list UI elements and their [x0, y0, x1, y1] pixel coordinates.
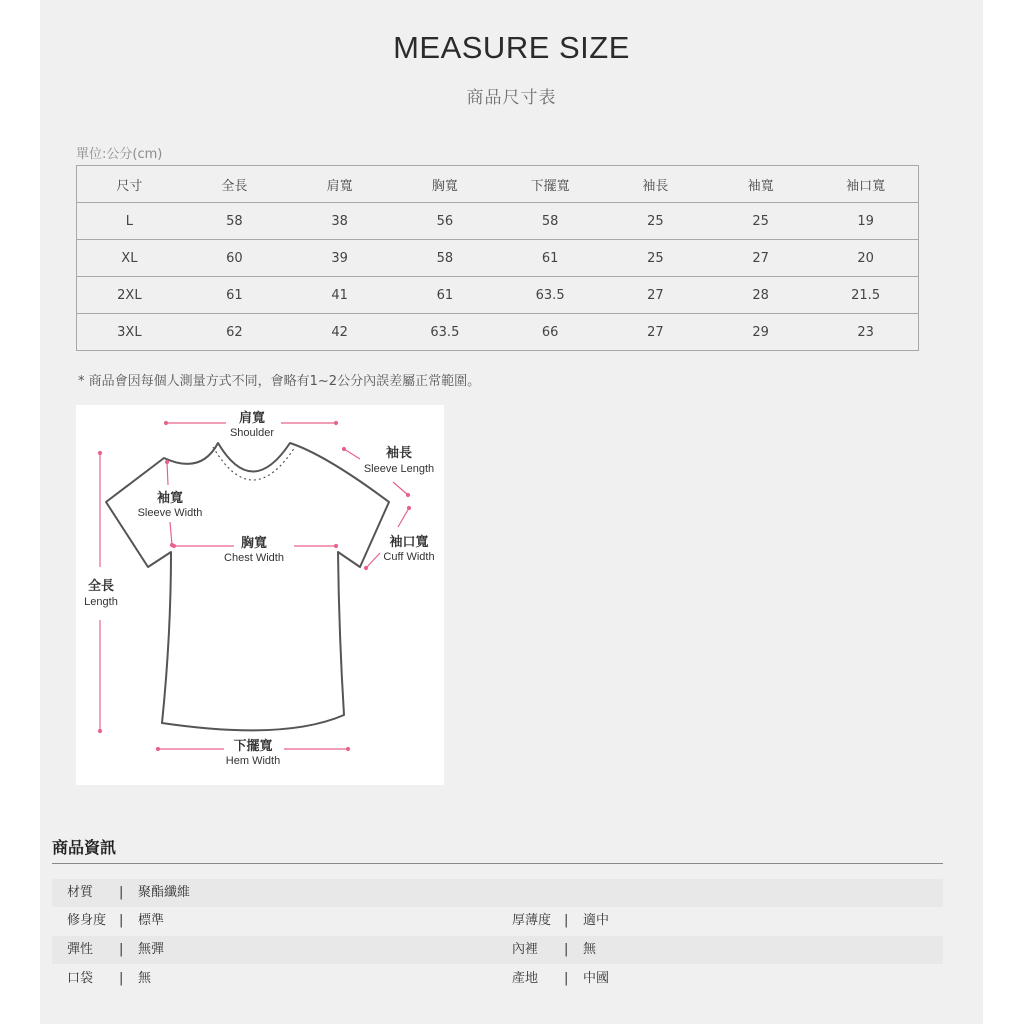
table-cell: 19 — [813, 203, 918, 240]
header-shoulder: 肩寬 — [287, 166, 392, 203]
sleeve-length-arrow-top — [344, 449, 360, 459]
info-label: 材質 — [67, 885, 94, 900]
table-row — [77, 203, 919, 240]
tshirt-outline — [106, 443, 389, 730]
table-cell: 27 — [603, 314, 708, 351]
info-label: 厚薄度 — [512, 913, 552, 928]
hem-label-cn: 下擺寬 — [233, 739, 273, 754]
shoulder-label-en: Shoulder — [229, 427, 275, 439]
info-separator: | — [119, 885, 124, 900]
product-info-title: 商品資訊 — [52, 838, 117, 857]
header-size: 尺寸 — [77, 166, 182, 203]
header-length: 全長 — [182, 166, 287, 203]
table-cell: 23 — [813, 314, 918, 351]
table-cell: 60 — [182, 240, 287, 277]
info-value: 無彈 — [138, 942, 165, 957]
measurement-note: * 商品會因每個人測量方式不同，會略有1~2公分內誤差屬正常範圍。 — [78, 374, 481, 389]
header-hem: 下擺寬 — [498, 166, 603, 203]
product-info-divider — [52, 863, 943, 864]
table-cell: 61 — [182, 277, 287, 314]
table-cell: 63.5 — [498, 277, 603, 314]
table-cell: 58 — [392, 240, 497, 277]
table-cell: 25 — [603, 240, 708, 277]
info-separator: | — [564, 942, 569, 957]
table-cell: 21.5 — [813, 277, 918, 314]
table-cell: 2XL — [77, 277, 182, 314]
sleeve-length-arrow-bottom — [393, 482, 408, 495]
info-label: 產地 — [512, 971, 539, 986]
length-label-en: Length — [84, 596, 118, 608]
info-row-material — [52, 879, 943, 907]
chest-label-en: Chest Width — [224, 552, 284, 564]
table-cell: 3XL — [77, 314, 182, 351]
cuff-arrow-top — [398, 508, 409, 527]
sleeve-width-label-cn: 袖寬 — [156, 491, 184, 506]
header-chest: 胸寬 — [392, 166, 497, 203]
table-cell: 25 — [603, 203, 708, 240]
size-table — [76, 165, 919, 351]
sleeve-width-arrow-top — [167, 462, 168, 485]
sleeve-length-label-cn: 袖長 — [385, 446, 413, 461]
cuff-label-en: Cuff Width — [383, 551, 435, 563]
info-label: 修身度 — [67, 913, 107, 928]
table-row — [77, 277, 919, 314]
table-cell: 61 — [392, 277, 497, 314]
sleeve-length-label-en: Sleeve Length — [363, 463, 435, 475]
info-separator: | — [564, 971, 569, 986]
info-value: 無 — [138, 971, 152, 986]
size-chart-panel — [40, 0, 983, 1024]
tshirt-diagram-svg — [76, 405, 444, 785]
table-cell: 41 — [287, 277, 392, 314]
hem-label-en: Hem Width — [225, 755, 281, 767]
table-cell: 62 — [182, 314, 287, 351]
header-sleeve-width: 袖寬 — [708, 166, 813, 203]
table-cell: 20 — [813, 240, 918, 277]
page-title: MEASURE SIZE — [393, 30, 630, 65]
cuff-label-cn: 袖口寬 — [389, 535, 429, 550]
sleeve-width-arrow-bottom — [170, 522, 172, 545]
info-value: 聚酯纖維 — [138, 885, 191, 900]
chest-label-cn: 胸寬 — [240, 536, 268, 551]
info-row-fit-thickness — [52, 907, 943, 935]
table-cell: 63.5 — [392, 314, 497, 351]
table-cell: 42 — [287, 314, 392, 351]
cuff-arrow-bottom — [366, 553, 380, 568]
length-label-cn: 全長 — [87, 579, 115, 594]
table-cell: 61 — [498, 240, 603, 277]
info-value: 標準 — [138, 913, 165, 928]
table-cell: 66 — [498, 314, 603, 351]
info-separator: | — [119, 971, 124, 986]
info-label: 口袋 — [67, 971, 94, 986]
unit-label: 單位:公分(cm) — [76, 147, 163, 162]
header-cuff-width: 袖口寬 — [813, 166, 918, 203]
info-row-pocket-origin — [52, 965, 943, 993]
header-sleeve-length: 袖長 — [603, 166, 708, 203]
info-value: 適中 — [583, 913, 610, 928]
tshirt-measurement-diagram — [76, 405, 444, 785]
table-cell: 56 — [392, 203, 497, 240]
table-cell: L — [77, 203, 182, 240]
table-cell: 38 — [287, 203, 392, 240]
info-separator: | — [119, 913, 124, 928]
table-cell: 58 — [182, 203, 287, 240]
table-cell: 28 — [708, 277, 813, 314]
info-separator: | — [564, 913, 569, 928]
table-cell: 39 — [287, 240, 392, 277]
size-table-header-row — [77, 166, 919, 203]
shoulder-label-cn: 肩寬 — [238, 411, 266, 426]
table-cell: 29 — [708, 314, 813, 351]
table-row — [77, 314, 919, 351]
table-cell: 25 — [708, 203, 813, 240]
sleeve-width-label-en: Sleeve Width — [137, 507, 203, 519]
table-cell: 58 — [498, 203, 603, 240]
info-value: 中國 — [583, 971, 610, 986]
page-subtitle: 商品尺寸表 — [466, 88, 557, 108]
table-row — [77, 240, 919, 277]
table-cell: XL — [77, 240, 182, 277]
info-separator: | — [119, 942, 124, 957]
info-row-elasticity-lining — [52, 936, 943, 964]
table-cell: 27 — [603, 277, 708, 314]
info-label: 內裡 — [512, 942, 539, 957]
table-cell: 27 — [708, 240, 813, 277]
info-value: 無 — [583, 942, 597, 957]
info-label: 彈性 — [67, 942, 94, 957]
